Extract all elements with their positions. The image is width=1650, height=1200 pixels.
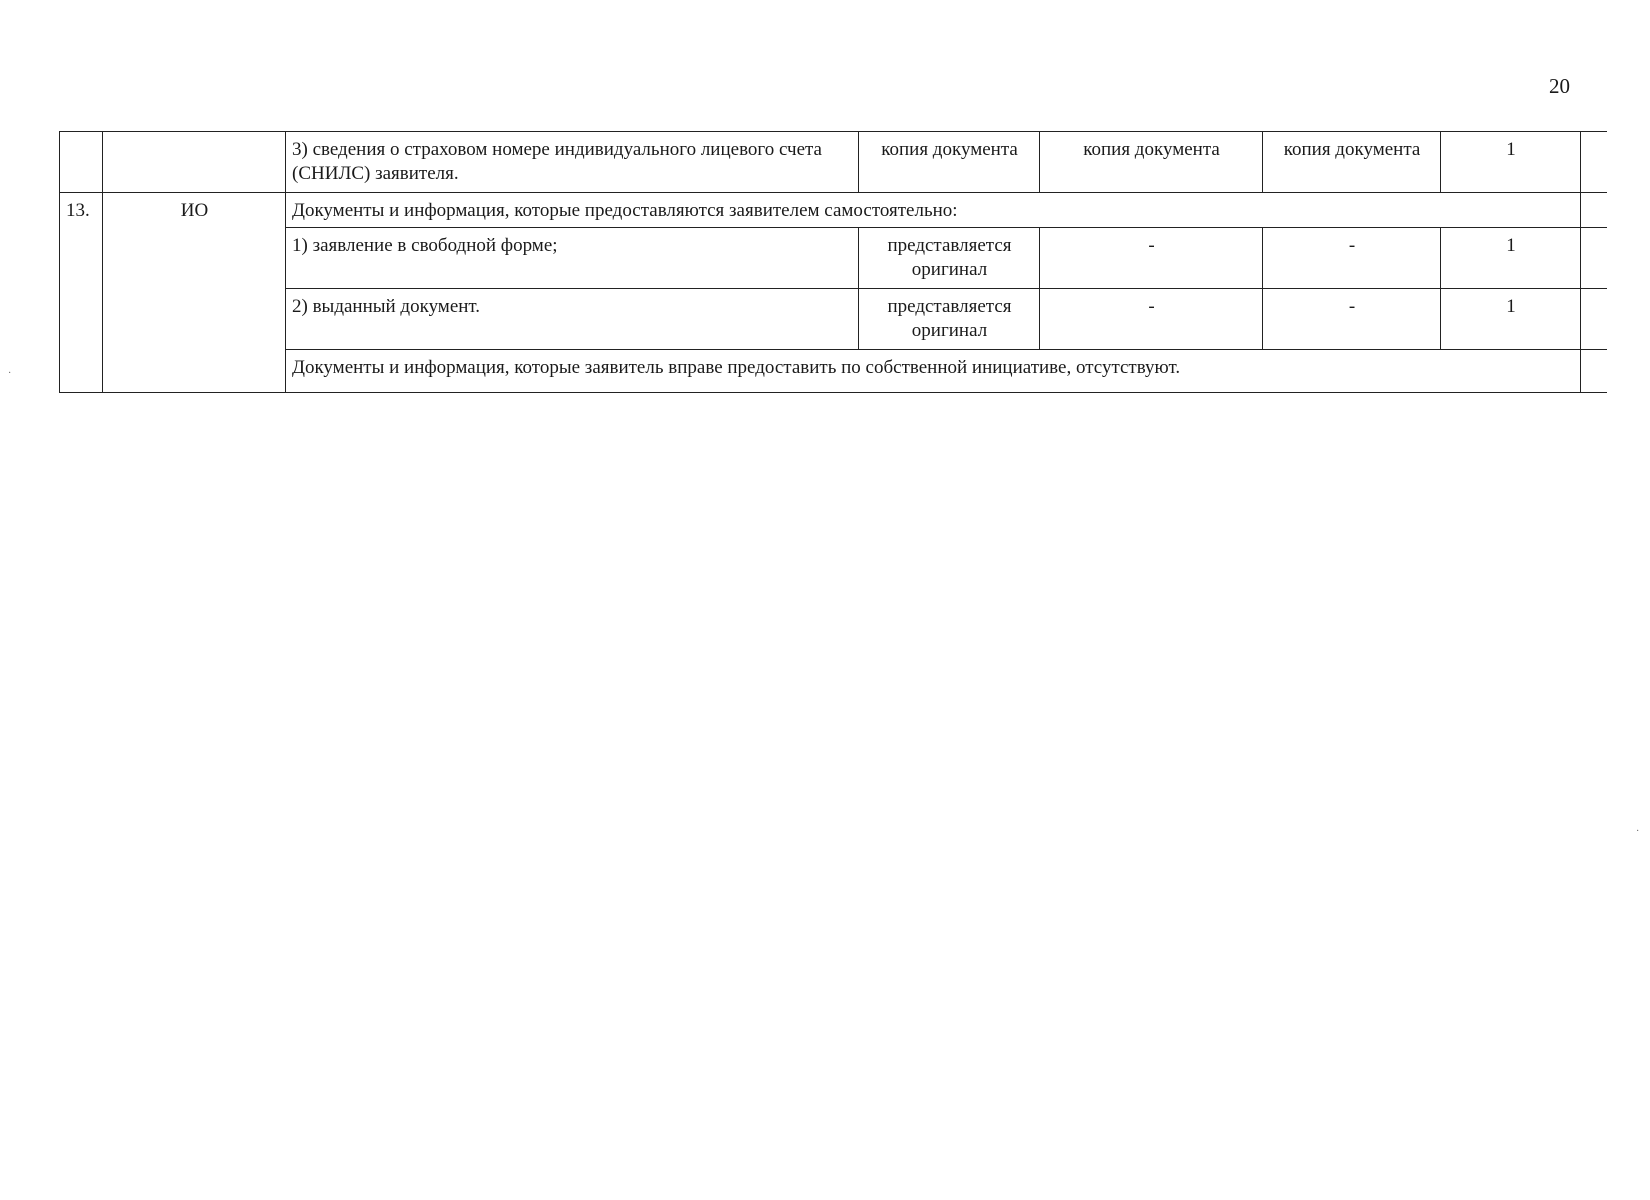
continuation-cell bbox=[1581, 350, 1607, 393]
document-count-cell: 1 bbox=[1441, 289, 1581, 350]
table-row bbox=[60, 228, 1607, 289]
initiative-note-cell: Документы и информация, которые заявитель вправе предоставить по собственной инициативе, отсутствуют. bbox=[286, 350, 1581, 393]
continuation-cell bbox=[1581, 289, 1607, 350]
table-row bbox=[60, 350, 1607, 393]
document-column-5-cell: копия документа bbox=[1040, 132, 1263, 193]
continuation-cell bbox=[1581, 228, 1607, 289]
document-form-cell: представляется оригинал bbox=[859, 228, 1040, 289]
self-submitted-header-cell: Документы и информация, которые предоставляются заявителем самостоятельно: bbox=[286, 193, 1581, 228]
scan-speck: · bbox=[1636, 826, 1640, 837]
documents-table bbox=[59, 131, 1607, 393]
document-column-5-cell: - bbox=[1040, 289, 1263, 350]
table-row bbox=[60, 193, 1607, 228]
continuation-cell bbox=[1581, 193, 1607, 228]
document-column-5-cell: - bbox=[1040, 228, 1263, 289]
table-row bbox=[60, 132, 1607, 193]
document-description-cell: 1) заявление в свободной форме; bbox=[286, 228, 859, 289]
section-number-cell: 13. bbox=[60, 193, 103, 393]
document-count-cell: 1 bbox=[1441, 228, 1581, 289]
section-code-cell: ИО bbox=[103, 193, 286, 393]
document-count-cell: 1 bbox=[1441, 132, 1581, 193]
row-code-cell bbox=[103, 132, 286, 193]
document-description-cell: 2) выданный документ. bbox=[286, 289, 859, 350]
document-column-6-cell: - bbox=[1263, 228, 1441, 289]
scan-speck: · bbox=[8, 368, 12, 379]
table-row bbox=[60, 289, 1607, 350]
page-number: 20 bbox=[1549, 74, 1570, 98]
document-description-cell: 3) сведения о страховом номере индивидуального лицевого счета (СНИЛС) заявителя. bbox=[286, 132, 859, 193]
document-form-cell: копия документа bbox=[859, 132, 1040, 193]
document-column-6-cell: копия документа bbox=[1263, 132, 1441, 193]
continuation-cell bbox=[1581, 132, 1607, 193]
document-column-6-cell: - bbox=[1263, 289, 1441, 350]
document-form-cell: представляется оригинал bbox=[859, 289, 1040, 350]
row-number-cell bbox=[60, 132, 103, 193]
